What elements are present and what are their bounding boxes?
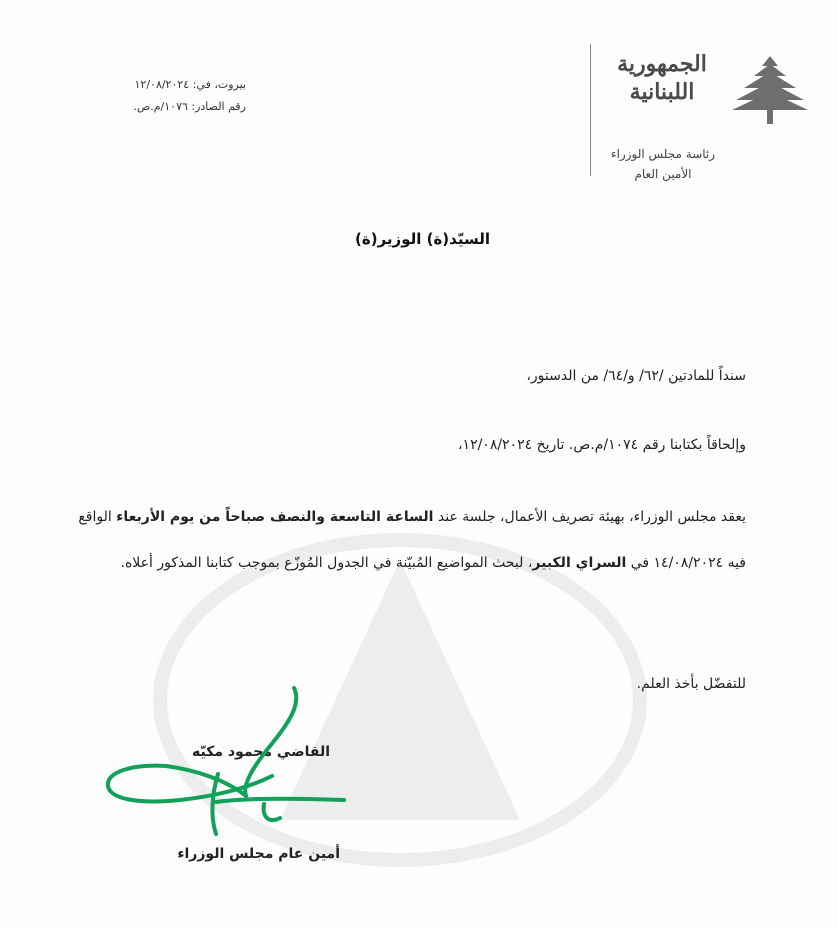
meeting-time: الساعة التاسعة والنصف صباحاً من يوم الأربعاء [116,509,434,525]
letterhead-divider [590,44,591,176]
paragraph-closing: للتفضّل بأخذ العلم. [636,676,746,692]
republic-title: الجمهورية اللبنانية [617,51,707,105]
addressee-heading: السيّد(ة) الوزير(ة) [355,230,490,248]
reference-number: رقم الصادر: ١٠٧٦/م.ص. [133,100,246,113]
paragraph-reference: وإلحاقاً بكتابنا رقم ١٠٧٤/م.ص. تاريخ ١٢/٠٨/٢٠٢٤، [458,437,746,453]
date-line: بيروت، في: ١٢/٠٨/٢٠٢٤ [134,78,246,91]
paragraph-meeting: يعقد مجلس الوزراء، بهيئة تصريف الأعمال، جلسة عند الساعة التاسعة والنصف صباحاً من يوم الأربعاء الواقع فيه ١٤/٠٨/٢٠٢٤ في السراي الكبير، لبحث المواضيع المُبيّنة في الجدول المُوزّع بموجب كتابنا المذكور أعلاه. [78,509,746,571]
cedar-icon [730,54,810,126]
signatory-name: القاضي محمود مكيّه [192,744,330,760]
signatory-title: أمين عام مجلس الوزراء [177,846,340,862]
meeting-place: السراي الكبير [532,555,627,571]
handwritten-signature-icon [96,684,356,844]
department-name: رئاسة مجلس الوزراء الأمين العام [610,147,716,181]
header-info [96,74,246,118]
paragraph-constitution: سنداً للمادتين /٦٢/ و/٦٤/ من الدستور، [526,368,746,384]
letterhead-emblem [590,44,810,194]
